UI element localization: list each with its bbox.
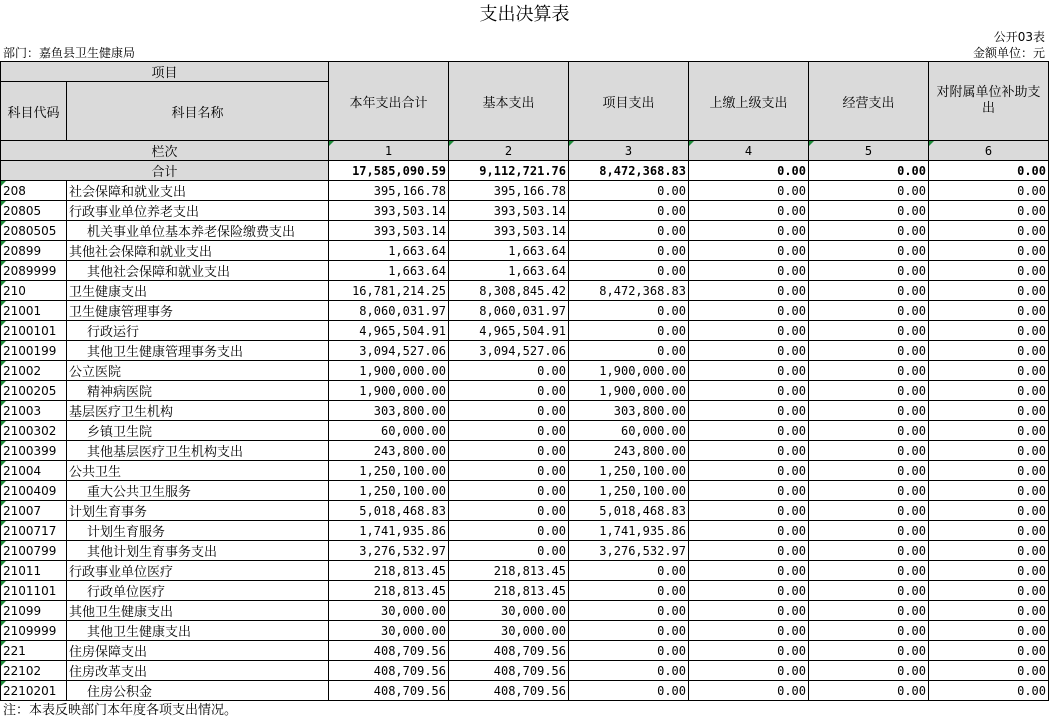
column-number: 4 bbox=[689, 141, 809, 161]
subject-code: 2089999 bbox=[1, 261, 67, 281]
amount-cell: 0.00 bbox=[449, 501, 569, 521]
amount-cell: 408,709.56 bbox=[329, 641, 449, 661]
amount-cell: 1,250,100.00 bbox=[569, 481, 689, 501]
amount-cell: 0.00 bbox=[449, 381, 569, 401]
amount-cell: 4,965,504.91 bbox=[329, 321, 449, 341]
table-row bbox=[1, 501, 1049, 521]
subject-code: 2100399 bbox=[1, 441, 67, 461]
table-row bbox=[1, 381, 1049, 401]
amount-cell: 0.00 bbox=[689, 501, 809, 521]
table-row bbox=[1, 401, 1049, 421]
table-row bbox=[1, 621, 1049, 641]
amount-cell: 4,965,504.91 bbox=[449, 321, 569, 341]
amount-cell: 0.00 bbox=[689, 341, 809, 361]
form-number: 公开03表 bbox=[993, 30, 1045, 44]
subject-name: 重大公共卫生服务 bbox=[67, 481, 329, 501]
amount-cell: 0.00 bbox=[929, 301, 1049, 321]
amount-cell: 0.00 bbox=[569, 301, 689, 321]
subject-code: 2101101 bbox=[1, 581, 67, 601]
amount-cell: 0.00 bbox=[929, 361, 1049, 381]
amount-cell: 8,060,031.97 bbox=[329, 301, 449, 321]
table-row bbox=[1, 201, 1049, 221]
header-total-expense: 本年支出合计 bbox=[329, 62, 449, 141]
amount-cell: 0.00 bbox=[809, 601, 929, 621]
table-row bbox=[1, 321, 1049, 341]
amount-cell: 1,741,935.86 bbox=[569, 521, 689, 541]
subject-name: 公立医院 bbox=[67, 361, 329, 381]
amount-cell: 0.00 bbox=[689, 601, 809, 621]
amount-cell: 0.00 bbox=[689, 181, 809, 201]
amount-cell: 243,800.00 bbox=[569, 441, 689, 461]
amount-cell: 60,000.00 bbox=[329, 421, 449, 441]
amount-cell: 0.00 bbox=[689, 481, 809, 501]
amount-cell: 0.00 bbox=[689, 281, 809, 301]
amount-cell: 3,276,532.97 bbox=[569, 541, 689, 561]
subject-name: 行政运行 bbox=[67, 321, 329, 341]
amount-cell: 303,800.00 bbox=[569, 401, 689, 421]
amount-cell: 0.00 bbox=[689, 621, 809, 641]
amount-cell: 0.00 bbox=[689, 661, 809, 681]
amount-cell: 0.00 bbox=[569, 261, 689, 281]
page-title: 支出决算表 bbox=[479, 4, 570, 25]
subject-code: 2100199 bbox=[1, 341, 67, 361]
total-value: 0.00 bbox=[809, 161, 929, 181]
table-row bbox=[1, 681, 1049, 701]
table-row bbox=[1, 221, 1049, 241]
subject-name: 其他卫生健康支出 bbox=[67, 621, 329, 641]
amount-cell: 0.00 bbox=[809, 521, 929, 541]
header-upper-remit: 上缴上级支出 bbox=[689, 62, 809, 141]
amount-cell: 0.00 bbox=[689, 221, 809, 241]
amount-cell: 0.00 bbox=[809, 341, 929, 361]
amount-cell: 0.00 bbox=[809, 261, 929, 281]
amount-cell: 0.00 bbox=[809, 421, 929, 441]
amount-cell: 0.00 bbox=[929, 241, 1049, 261]
amount-cell: 0.00 bbox=[809, 581, 929, 601]
subject-code: 2100799 bbox=[1, 541, 67, 561]
amount-cell: 0.00 bbox=[449, 461, 569, 481]
amount-cell: 0.00 bbox=[449, 421, 569, 441]
subject-name: 卫生健康支出 bbox=[67, 281, 329, 301]
header-code: 科目代码 bbox=[1, 82, 67, 141]
amount-cell: 30,000.00 bbox=[329, 621, 449, 641]
amount-cell: 30,000.00 bbox=[449, 601, 569, 621]
subject-code: 21007 bbox=[1, 501, 67, 521]
subject-code: 210 bbox=[1, 281, 67, 301]
amount-cell: 0.00 bbox=[569, 621, 689, 641]
amount-cell: 0.00 bbox=[809, 561, 929, 581]
unit-label: 金额单位：元 bbox=[972, 46, 1045, 60]
amount-cell: 1,741,935.86 bbox=[329, 521, 449, 541]
amount-cell: 0.00 bbox=[689, 521, 809, 541]
table-row bbox=[1, 461, 1049, 481]
amount-cell: 0.00 bbox=[689, 681, 809, 701]
amount-cell: 16,781,214.25 bbox=[329, 281, 449, 301]
subject-code: 21004 bbox=[1, 461, 67, 481]
amount-cell: 0.00 bbox=[809, 221, 929, 241]
amount-cell: 0.00 bbox=[689, 581, 809, 601]
column-number: 2 bbox=[449, 141, 569, 161]
amount-cell: 408,709.56 bbox=[449, 661, 569, 681]
amount-cell: 0.00 bbox=[569, 661, 689, 681]
column-number: 6 bbox=[929, 141, 1049, 161]
amount-cell: 393,503.14 bbox=[449, 221, 569, 241]
amount-cell: 218,813.45 bbox=[329, 581, 449, 601]
amount-cell: 408,709.56 bbox=[449, 681, 569, 701]
subject-name: 其他卫生健康管理事务支出 bbox=[67, 341, 329, 361]
amount-cell: 0.00 bbox=[929, 261, 1049, 281]
subject-name: 行政单位医疗 bbox=[67, 581, 329, 601]
amount-cell: 1,250,100.00 bbox=[329, 461, 449, 481]
subject-name: 机关事业单位基本养老保险缴费支出 bbox=[67, 221, 329, 241]
amount-cell: 408,709.56 bbox=[449, 641, 569, 661]
amount-cell: 0.00 bbox=[809, 321, 929, 341]
amount-cell: 0.00 bbox=[929, 341, 1049, 361]
amount-cell: 0.00 bbox=[449, 541, 569, 561]
amount-cell: 303,800.00 bbox=[329, 401, 449, 421]
table-row bbox=[1, 261, 1049, 281]
amount-cell: 0.00 bbox=[569, 181, 689, 201]
subject-code: 2210201 bbox=[1, 681, 67, 701]
amount-cell: 0.00 bbox=[929, 281, 1049, 301]
amount-cell: 408,709.56 bbox=[329, 681, 449, 701]
amount-cell: 0.00 bbox=[809, 441, 929, 461]
table-row bbox=[1, 561, 1049, 581]
amount-cell: 0.00 bbox=[929, 181, 1049, 201]
amount-cell: 0.00 bbox=[689, 561, 809, 581]
amount-cell: 8,472,368.83 bbox=[569, 281, 689, 301]
amount-cell: 0.00 bbox=[689, 641, 809, 661]
subject-name: 其他基层医疗卫生机构支出 bbox=[67, 441, 329, 461]
subject-name: 住房公积金 bbox=[67, 681, 329, 701]
amount-cell: 0.00 bbox=[809, 681, 929, 701]
amount-cell: 395,166.78 bbox=[329, 181, 449, 201]
total-value: 9,112,721.76 bbox=[449, 161, 569, 181]
subject-code: 2100101 bbox=[1, 321, 67, 341]
table-row bbox=[1, 181, 1049, 201]
amount-cell: 0.00 bbox=[929, 201, 1049, 221]
subject-code: 21003 bbox=[1, 401, 67, 421]
table-row bbox=[1, 661, 1049, 681]
amount-cell: 0.00 bbox=[449, 441, 569, 461]
subject-name: 精神病医院 bbox=[67, 381, 329, 401]
amount-cell: 1,663.64 bbox=[329, 241, 449, 261]
amount-cell: 0.00 bbox=[929, 681, 1049, 701]
amount-cell: 218,813.45 bbox=[449, 561, 569, 581]
amount-cell: 1,663.64 bbox=[329, 261, 449, 281]
subject-code: 221 bbox=[1, 641, 67, 661]
amount-cell: 0.00 bbox=[809, 381, 929, 401]
amount-cell: 1,900,000.00 bbox=[569, 381, 689, 401]
amount-cell: 1,900,000.00 bbox=[329, 361, 449, 381]
header-project-expense: 项目支出 bbox=[569, 62, 689, 141]
table-row bbox=[1, 421, 1049, 441]
amount-cell: 1,250,100.00 bbox=[569, 461, 689, 481]
total-value: 0.00 bbox=[689, 161, 809, 181]
table-row bbox=[1, 441, 1049, 461]
amount-cell: 0.00 bbox=[689, 301, 809, 321]
amount-cell: 218,813.45 bbox=[329, 561, 449, 581]
total-value: 0.00 bbox=[929, 161, 1049, 181]
amount-cell: 0.00 bbox=[929, 461, 1049, 481]
amount-cell: 0.00 bbox=[929, 661, 1049, 681]
amount-cell: 1,663.64 bbox=[449, 261, 569, 281]
header-lanci: 栏次 bbox=[1, 141, 329, 161]
amount-cell: 393,503.14 bbox=[329, 201, 449, 221]
amount-cell: 0.00 bbox=[809, 201, 929, 221]
amount-cell: 8,308,845.42 bbox=[449, 281, 569, 301]
amount-cell: 0.00 bbox=[569, 341, 689, 361]
amount-cell: 0.00 bbox=[929, 601, 1049, 621]
amount-cell: 0.00 bbox=[929, 561, 1049, 581]
amount-cell: 408,709.56 bbox=[329, 661, 449, 681]
subject-name: 住房保障支出 bbox=[67, 641, 329, 661]
subject-code: 21011 bbox=[1, 561, 67, 581]
amount-cell: 0.00 bbox=[689, 441, 809, 461]
amount-cell: 1,900,000.00 bbox=[569, 361, 689, 381]
header-basic-expense: 基本支出 bbox=[449, 62, 569, 141]
amount-cell: 0.00 bbox=[809, 501, 929, 521]
subject-name: 行政事业单位养老支出 bbox=[67, 201, 329, 221]
amount-cell: 0.00 bbox=[809, 621, 929, 641]
table-row bbox=[1, 481, 1049, 501]
amount-cell: 3,276,532.97 bbox=[329, 541, 449, 561]
total-label: 合计 bbox=[1, 161, 329, 181]
table-row bbox=[1, 281, 1049, 301]
footnote: 注：本表反映部门本年度各项支出情况。 bbox=[3, 703, 238, 718]
subject-code: 21099 bbox=[1, 601, 67, 621]
amount-cell: 0.00 bbox=[569, 641, 689, 661]
subject-name: 计划生育服务 bbox=[67, 521, 329, 541]
amount-cell: 5,018,468.83 bbox=[569, 501, 689, 521]
amount-cell: 0.00 bbox=[809, 361, 929, 381]
subject-name: 卫生健康管理事务 bbox=[67, 301, 329, 321]
subject-code: 21002 bbox=[1, 361, 67, 381]
subject-code: 2100409 bbox=[1, 481, 67, 501]
amount-cell: 0.00 bbox=[689, 461, 809, 481]
subject-code: 2109999 bbox=[1, 621, 67, 641]
amount-cell: 0.00 bbox=[809, 281, 929, 301]
amount-cell: 0.00 bbox=[449, 481, 569, 501]
subject-name: 其他卫生健康支出 bbox=[67, 601, 329, 621]
amount-cell: 0.00 bbox=[569, 201, 689, 221]
amount-cell: 0.00 bbox=[569, 241, 689, 261]
subject-name: 其他社会保障和就业支出 bbox=[67, 241, 329, 261]
column-number: 1 bbox=[329, 141, 449, 161]
amount-cell: 0.00 bbox=[569, 681, 689, 701]
amount-cell: 0.00 bbox=[929, 321, 1049, 341]
amount-cell: 0.00 bbox=[929, 421, 1049, 441]
subject-code: 21001 bbox=[1, 301, 67, 321]
amount-cell: 0.00 bbox=[809, 301, 929, 321]
subject-name: 住房改革支出 bbox=[67, 661, 329, 681]
amount-cell: 0.00 bbox=[689, 421, 809, 441]
amount-cell: 0.00 bbox=[689, 361, 809, 381]
amount-cell: 0.00 bbox=[929, 381, 1049, 401]
subject-code: 20805 bbox=[1, 201, 67, 221]
subject-code: 2100302 bbox=[1, 421, 67, 441]
amount-cell: 0.00 bbox=[569, 561, 689, 581]
department-label: 部门：嘉鱼县卫生健康局 bbox=[3, 46, 136, 60]
amount-cell: 0.00 bbox=[689, 321, 809, 341]
amount-cell: 0.00 bbox=[809, 181, 929, 201]
subject-name: 基层医疗卫生机构 bbox=[67, 401, 329, 421]
amount-cell: 0.00 bbox=[929, 541, 1049, 561]
table-row bbox=[1, 341, 1049, 361]
amount-cell: 1,250,100.00 bbox=[329, 481, 449, 501]
subject-name: 社会保障和就业支出 bbox=[67, 181, 329, 201]
subject-code: 20899 bbox=[1, 241, 67, 261]
amount-cell: 30,000.00 bbox=[329, 601, 449, 621]
amount-cell: 3,094,527.06 bbox=[329, 341, 449, 361]
amount-cell: 0.00 bbox=[569, 221, 689, 241]
subject-name: 乡镇卫生院 bbox=[67, 421, 329, 441]
amount-cell: 0.00 bbox=[809, 401, 929, 421]
amount-cell: 30,000.00 bbox=[449, 621, 569, 641]
table-row bbox=[1, 641, 1049, 661]
subject-name: 计划生育事务 bbox=[67, 501, 329, 521]
amount-cell: 0.00 bbox=[929, 621, 1049, 641]
amount-cell: 218,813.45 bbox=[449, 581, 569, 601]
amount-cell: 0.00 bbox=[689, 381, 809, 401]
amount-cell: 0.00 bbox=[689, 401, 809, 421]
amount-cell: 1,663.64 bbox=[449, 241, 569, 261]
total-value: 8,472,368.83 bbox=[569, 161, 689, 181]
amount-cell: 0.00 bbox=[809, 481, 929, 501]
amount-cell: 60,000.00 bbox=[569, 421, 689, 441]
amount-cell: 0.00 bbox=[809, 661, 929, 681]
amount-cell: 0.00 bbox=[689, 241, 809, 261]
amount-cell: 0.00 bbox=[689, 201, 809, 221]
header-name: 科目名称 bbox=[67, 82, 329, 141]
amount-cell: 0.00 bbox=[449, 361, 569, 381]
amount-cell: 0.00 bbox=[929, 221, 1049, 241]
subject-code: 208 bbox=[1, 181, 67, 201]
amount-cell: 0.00 bbox=[929, 401, 1049, 421]
amount-cell: 0.00 bbox=[809, 641, 929, 661]
amount-cell: 395,166.78 bbox=[449, 181, 569, 201]
table-row bbox=[1, 241, 1049, 261]
amount-cell: 0.00 bbox=[449, 521, 569, 541]
subject-code: 2100205 bbox=[1, 381, 67, 401]
amount-cell: 243,800.00 bbox=[329, 441, 449, 461]
subject-code: 2100717 bbox=[1, 521, 67, 541]
table-row bbox=[1, 361, 1049, 381]
header-item: 项目 bbox=[1, 62, 329, 82]
amount-cell: 0.00 bbox=[689, 261, 809, 281]
amount-cell: 0.00 bbox=[569, 321, 689, 341]
amount-cell: 0.00 bbox=[569, 601, 689, 621]
subject-name: 公共卫生 bbox=[67, 461, 329, 481]
subject-code: 22102 bbox=[1, 661, 67, 681]
amount-cell: 0.00 bbox=[929, 581, 1049, 601]
column-number: 5 bbox=[809, 141, 929, 161]
amount-cell: 0.00 bbox=[929, 521, 1049, 541]
amount-cell: 393,503.14 bbox=[329, 221, 449, 241]
column-number: 3 bbox=[569, 141, 689, 161]
amount-cell: 0.00 bbox=[929, 641, 1049, 661]
amount-cell: 5,018,468.83 bbox=[329, 501, 449, 521]
amount-cell: 0.00 bbox=[929, 481, 1049, 501]
amount-cell: 0.00 bbox=[569, 581, 689, 601]
amount-cell: 3,094,527.06 bbox=[449, 341, 569, 361]
amount-cell: 1,900,000.00 bbox=[329, 381, 449, 401]
header-subsidy: 对附属单位补助支出 bbox=[929, 62, 1049, 141]
amount-cell: 0.00 bbox=[809, 461, 929, 481]
amount-cell: 0.00 bbox=[449, 401, 569, 421]
amount-cell: 8,060,031.97 bbox=[449, 301, 569, 321]
subject-name: 其他社会保障和就业支出 bbox=[67, 261, 329, 281]
amount-cell: 0.00 bbox=[689, 541, 809, 561]
subject-code: 2080505 bbox=[1, 221, 67, 241]
expenditure-table bbox=[0, 61, 1049, 701]
table-row bbox=[1, 541, 1049, 561]
table-row bbox=[1, 601, 1049, 621]
amount-cell: 0.00 bbox=[929, 441, 1049, 461]
amount-cell: 0.00 bbox=[929, 501, 1049, 521]
table-row bbox=[1, 301, 1049, 321]
subject-name: 行政事业单位医疗 bbox=[67, 561, 329, 581]
subject-name: 其他计划生育事务支出 bbox=[67, 541, 329, 561]
header-operating-expense: 经营支出 bbox=[809, 62, 929, 141]
table-row bbox=[1, 581, 1049, 601]
amount-cell: 393,503.14 bbox=[449, 201, 569, 221]
amount-cell: 0.00 bbox=[809, 241, 929, 261]
total-value: 17,585,090.59 bbox=[329, 161, 449, 181]
table-row bbox=[1, 521, 1049, 541]
amount-cell: 0.00 bbox=[809, 541, 929, 561]
